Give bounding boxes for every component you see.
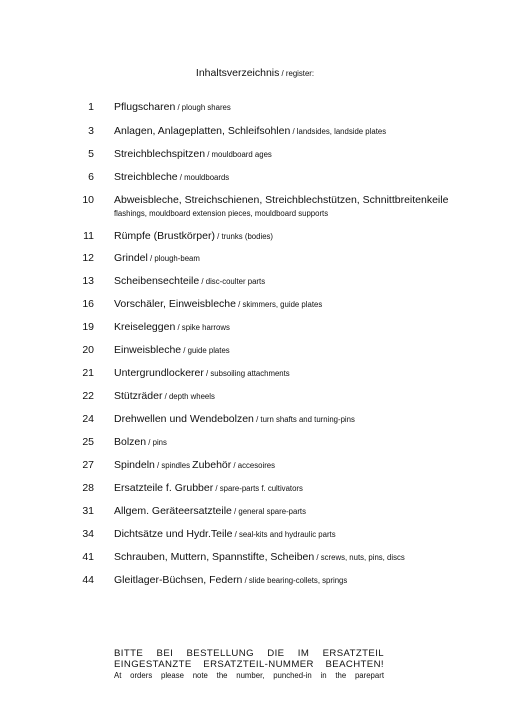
toc-page-number: 3 xyxy=(88,125,94,137)
toc-page-number: 1 xyxy=(88,101,94,113)
toc-entry xyxy=(114,481,504,496)
toc-page-number: 16 xyxy=(82,298,94,310)
order-notice xyxy=(114,648,384,681)
notice-line-2: EINGESTANZTE ERSATZTEIL-NUMMER BEACHTEN! xyxy=(114,659,384,670)
toc-row-16 xyxy=(0,297,510,313)
toc-entry-en: / mouldboards xyxy=(177,173,230,182)
toc-row-12 xyxy=(0,251,510,267)
toc-entry xyxy=(114,366,504,381)
toc-row-6 xyxy=(0,170,510,186)
toc-entry-de: Stützräder xyxy=(114,390,163,402)
toc-entry-en-second-line: flashings, mouldboard extension pieces, mouldboard supports xyxy=(114,209,329,218)
toc-page-number: 41 xyxy=(82,551,94,563)
toc-entry-en: / skimmers, guide plates xyxy=(236,300,323,309)
toc-entry-en: / seal-kits and hydraulic parts xyxy=(232,530,336,539)
toc-page-number: 6 xyxy=(88,171,94,183)
toc-entry-de-second: Zubehör xyxy=(192,459,232,471)
toc-entry-de: Schrauben, Muttern, Spannstifte, Scheiben xyxy=(114,551,315,563)
toc-row-5 xyxy=(0,147,510,163)
toc-page-number: 34 xyxy=(82,528,94,540)
toc-entry xyxy=(114,504,504,519)
toc-row-20 xyxy=(0,343,510,359)
toc-entry-de: Vorschäler, Einweisbleche xyxy=(114,298,236,310)
toc-entry xyxy=(114,100,504,115)
toc-entry xyxy=(114,124,504,139)
toc-entry-en: / spindles xyxy=(154,461,193,470)
toc-row-11 xyxy=(0,229,510,245)
notice-line-3: At orders please note the number, punched-in in the parepart xyxy=(114,671,384,680)
toc-entry-en: / turn shafts and turning-pins xyxy=(253,415,355,424)
toc-row-31 xyxy=(0,504,510,520)
toc-entry xyxy=(114,297,504,312)
toc-entry xyxy=(114,435,504,450)
toc-entry-en: / pins xyxy=(146,438,167,447)
title-en: / register: xyxy=(279,69,315,78)
toc-page-number: 19 xyxy=(82,321,94,333)
toc-page-number: 28 xyxy=(82,482,94,494)
toc-page-number: 44 xyxy=(82,574,94,586)
notice-line-1: BITTE BEI BESTELLUNG DIE IM ERSATZTEIL xyxy=(114,648,384,659)
toc-entry-en: / trunks (bodies) xyxy=(214,232,274,241)
toc-entry-en: / plough-beam xyxy=(147,254,200,263)
toc-entry xyxy=(114,320,504,335)
toc-entry xyxy=(114,170,504,185)
page-title xyxy=(0,67,510,79)
toc-entry-en: / spare-parts f. cultivators xyxy=(213,484,303,493)
toc-entry-de: Pflugscharen xyxy=(114,101,176,113)
toc-entry-en: / spike harrows xyxy=(175,323,230,332)
toc-page-number: 10 xyxy=(82,194,94,206)
toc-entry xyxy=(114,274,504,289)
toc-entry-de: Scheibensechteile xyxy=(114,275,200,287)
toc-entry-de: Streichblechspitzen xyxy=(114,148,206,160)
toc-entry-de: Grindel xyxy=(114,252,148,264)
toc-row-28 xyxy=(0,481,510,497)
title-de: Inhaltsverzeichnis xyxy=(195,67,280,79)
toc-row-10 xyxy=(0,193,510,221)
toc-page-number: 12 xyxy=(82,252,94,264)
toc-entry-de: Anlagen, Anlageplatten, Schleifsohlen xyxy=(114,125,291,137)
toc-entry xyxy=(114,251,504,266)
toc-entry-de: Spindeln xyxy=(114,459,155,471)
toc-row-19 xyxy=(0,320,510,336)
toc-entry-en: / landsides, landside plates xyxy=(290,127,387,136)
toc-page-number: 27 xyxy=(82,459,94,471)
toc-entry-en: / subsoiling attachments xyxy=(203,369,290,378)
toc-entry xyxy=(114,343,504,358)
toc-row-34 xyxy=(0,527,510,543)
toc-entry-de: Gleitlager-Büchsen, Federn xyxy=(114,574,243,586)
toc-row-25 xyxy=(0,435,510,451)
toc-page-number: 24 xyxy=(82,413,94,425)
toc-page-number: 13 xyxy=(82,275,94,287)
toc-entry-en: / plough shares xyxy=(175,103,231,112)
toc-page-number: 21 xyxy=(82,367,94,379)
toc-page-number: 25 xyxy=(82,436,94,448)
toc-entry xyxy=(114,550,504,565)
toc-entry-de: Bolzen xyxy=(114,436,147,448)
toc-row-13 xyxy=(0,274,510,290)
toc-row-44 xyxy=(0,573,510,589)
toc-entry-en-second: / accesoires xyxy=(231,461,276,470)
toc-entry-de: Untergrundlockerer xyxy=(114,367,204,379)
toc-row-1 xyxy=(0,100,510,116)
toc-entry-en: / general spare-parts xyxy=(231,507,306,516)
toc-entry-de: Dichtsätze und Hydr.Teile xyxy=(114,528,233,540)
toc-row-27 xyxy=(0,458,510,474)
toc-entry-en: / screws, nuts, pins, discs xyxy=(314,553,405,562)
toc-page-number: 22 xyxy=(82,390,94,402)
toc-row-22 xyxy=(0,389,510,405)
toc-entry-de: Rümpfe (Brustkörper) xyxy=(114,230,215,242)
toc-entry xyxy=(114,458,504,473)
toc-entry-en: / guide plates xyxy=(181,346,230,355)
toc-row-3 xyxy=(0,124,510,140)
toc-page-number: 5 xyxy=(88,148,94,160)
toc-row-41 xyxy=(0,550,510,566)
toc-entry xyxy=(114,412,504,427)
toc-page-number: 31 xyxy=(82,505,94,517)
toc-entry-en: / disc-coulter parts xyxy=(199,277,266,286)
toc-entry-de: Abweisbleche, Streichschienen, Streichblechstützen, Schnittbreitenkeile xyxy=(114,194,449,206)
toc-entry-en: / depth wheels xyxy=(162,392,215,401)
toc-entry xyxy=(114,193,504,219)
toc-entry-de: Einweisbleche xyxy=(114,344,182,356)
toc-entry xyxy=(114,147,504,162)
toc-entry xyxy=(114,573,504,588)
toc-row-21 xyxy=(0,366,510,382)
toc-entry-de: Streichbleche xyxy=(114,171,178,183)
toc-entry-en: / mouldboard ages xyxy=(205,150,272,159)
toc-entry-de: Kreiseleggen xyxy=(114,321,176,333)
toc-entry xyxy=(114,527,504,542)
toc-entry-de: Allgem. Geräteersatzteile xyxy=(114,505,232,517)
toc-entry xyxy=(114,389,504,404)
toc-page-number: 11 xyxy=(83,230,94,242)
toc-entry xyxy=(114,229,504,244)
toc-entry-de: Ersatzteile f. Grubber xyxy=(114,482,214,494)
toc-entry-en: / slide bearing-collets, springs xyxy=(242,576,348,585)
toc-page-number: 20 xyxy=(82,344,94,356)
toc-entry-de: Drehwellen und Wendebolzen xyxy=(114,413,254,425)
toc-row-24 xyxy=(0,412,510,428)
